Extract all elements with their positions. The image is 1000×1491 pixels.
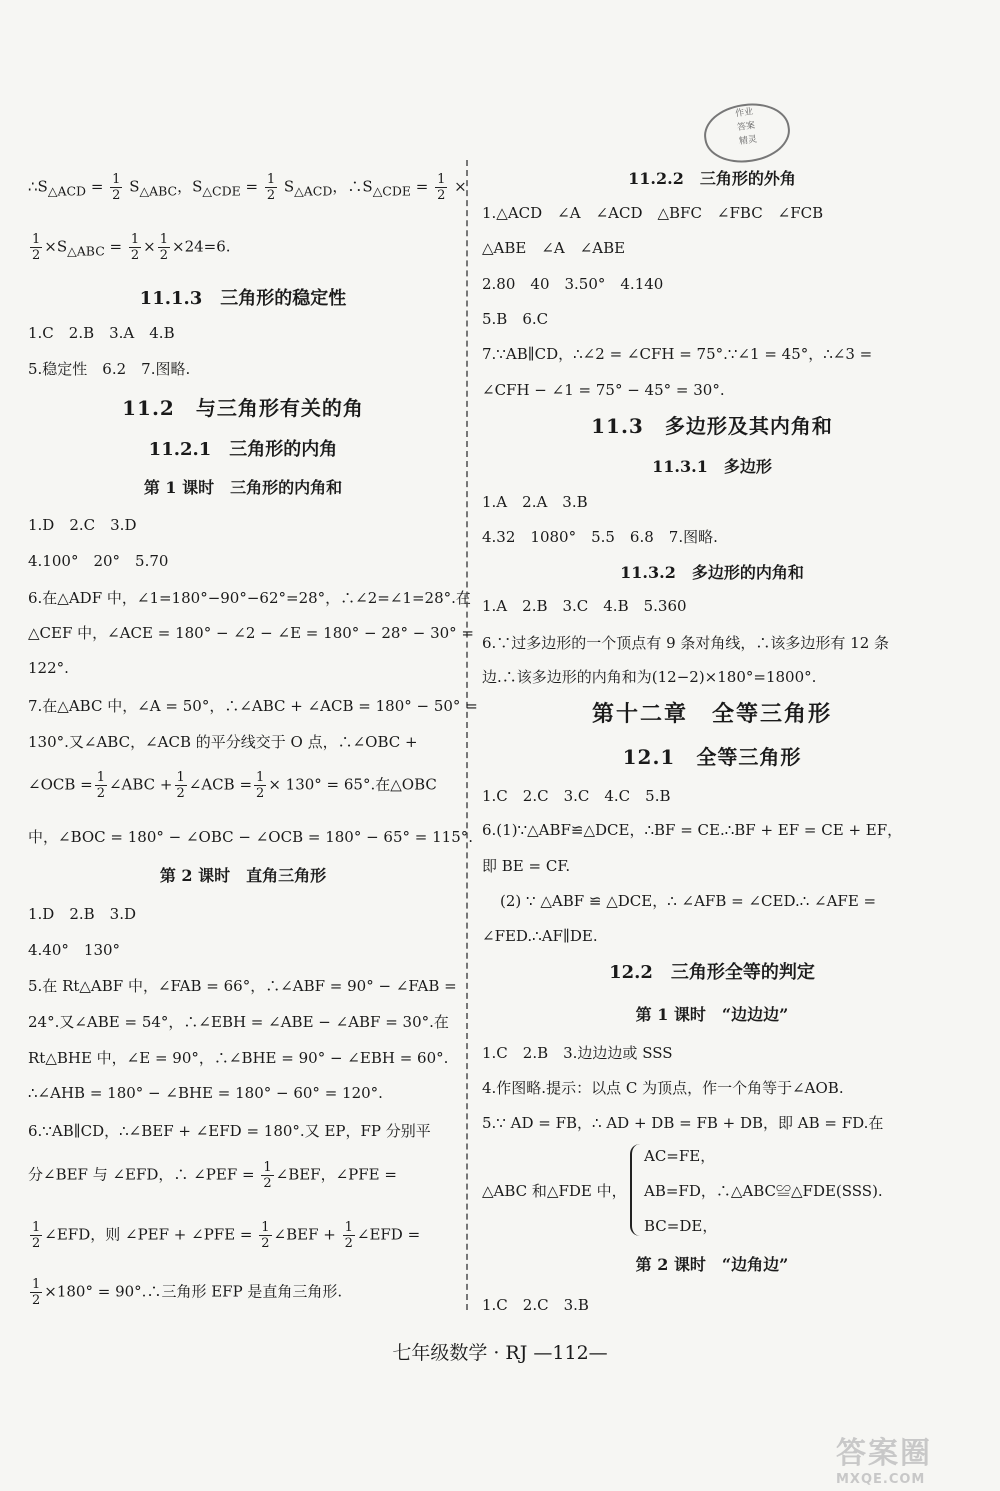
system-row: AC=FE， bbox=[644, 1147, 716, 1165]
answer-line: 6.(1)∵△ABF≌△DCE，∴BF = CE.∴BF + EF = CE + EF， bbox=[482, 821, 903, 839]
lesson-heading: 第 2 课时 “边角边” bbox=[635, 1255, 789, 1274]
answer-line: 5.B 6.C bbox=[482, 310, 549, 328]
answer-line: △CEF 中，∠ACE = 180° − ∠2 − ∠E = 180° − 28° − 30° = bbox=[28, 624, 474, 642]
fraction: $\frac{1}{2}$ bbox=[256, 770, 265, 801]
answer-line: Rt△BHE 中，∠E = 90°，∴∠BHE = 90° − ∠EBH = 60°. bbox=[28, 1049, 449, 1067]
answer-line: 1.△ACD ∠A ∠ACD △BFC ∠FBC ∠FCB bbox=[482, 204, 824, 222]
fraction: $\frac{1}{2}$ bbox=[130, 232, 140, 263]
fraction: $\frac{1}{2}$ bbox=[176, 770, 185, 801]
answer-line: 1.D 2.C 3.D bbox=[28, 516, 137, 534]
section-heading: 11.3.2 多边形的内角和 bbox=[620, 563, 804, 582]
fraction: $\frac{1}{2}$ bbox=[261, 1220, 270, 1251]
section-heading: 12.1 全等三角形 bbox=[622, 745, 802, 769]
answer-line: 1.C 2.C 3.B bbox=[482, 1296, 589, 1314]
section-heading: 11.3 多边形及其内角和 bbox=[591, 414, 833, 438]
answer-line: 6.∵AB∥CD，∴∠BEF + ∠EFD = 180°.又 EP，FP 分别平 bbox=[28, 1122, 431, 1140]
answer-line: 24°.又∠ABE = 54°，∴∠EBH = ∠ABE − ∠ABF = 30°.在 bbox=[28, 1013, 449, 1031]
answer-line: 5.在 Rt△ABF 中，∠FAB = 66°，∴∠ABF = 90° − ∠FAB = bbox=[28, 977, 457, 995]
fraction: $\frac{1}{2}$ bbox=[437, 172, 446, 203]
answer-line: ∠CFH − ∠1 = 75° − 45° = 30°. bbox=[482, 381, 725, 399]
answer-line: 5.∵ AD = FB，∴ AD + DB = FB + DB，即 AB = FD.在 bbox=[482, 1114, 884, 1132]
section-heading: 12.2 三角形全等的判定 bbox=[609, 962, 815, 983]
equation-system bbox=[482, 1144, 942, 1238]
fraction: $\frac{1}{2}$ bbox=[32, 1277, 41, 1308]
answer-line: (2) ∵ △ABF ≌ △DCE，∴ ∠AFB = ∠CED.∴ ∠AFE = bbox=[500, 892, 877, 910]
answer-line: 分∠BEF 与 ∠EFD，∴ ∠PEF = $\frac{1}{2}$ ∠BEF，∠PFE = bbox=[28, 1160, 397, 1191]
system-row: AB=FD，∴△ABC≌△FDE(SSS). bbox=[644, 1182, 883, 1200]
answer-line: ∠OCB = $\frac{1}{2}$ ∠ABC + $\frac{1}{2}$ ∠ACB = $\frac{1}{2}$ × 130° = 65°.在△OBC bbox=[28, 770, 437, 801]
watermark-logo: 答案圈 MXQE.COM bbox=[836, 1436, 932, 1487]
column-divider bbox=[466, 160, 468, 1310]
system-row: BC=DE， bbox=[644, 1217, 718, 1235]
answer-line: 1.A 2.A 3.B bbox=[482, 493, 588, 511]
system-prefix: △ABC 和△FDE 中， bbox=[482, 1182, 627, 1200]
fraction: $\frac{1}{2}$ bbox=[263, 1160, 272, 1191]
answer-line: 1.A 2.B 3.C 4.B 5.360 bbox=[482, 597, 687, 615]
answer-line: 4.作图略.提示：以点 C 为顶点，作一个角等于∠AOB. bbox=[482, 1079, 844, 1097]
answer-line: 6.在△ADF 中，∠1=180°−90°−62°=28°，∴∠2=∠1=28°.在 bbox=[28, 589, 471, 607]
fraction: $\frac{1}{2}$ bbox=[32, 232, 41, 263]
chapter-heading: 第十二章 全等三角形 bbox=[591, 701, 832, 727]
answer-line: 1.C 2.C 3.C 4.C 5.B bbox=[482, 787, 671, 805]
section-heading: 11.2 与三角形有关的角 bbox=[122, 396, 364, 420]
fraction: $\frac{1}{2}$ bbox=[266, 172, 276, 203]
answer-line: ∠FED.∴AF∥DE. bbox=[482, 927, 598, 945]
answer-line: 1.C 2.B 3.边边边或 SSS bbox=[482, 1044, 673, 1062]
answer-line: 4.40° 130° bbox=[28, 941, 121, 959]
lesson-heading: 第 1 课时 “边边边” bbox=[635, 1005, 789, 1024]
fraction: $\frac{1}{2}$ bbox=[32, 1220, 41, 1251]
fraction: $\frac{1}{2}$ bbox=[159, 232, 169, 263]
answer-line: $\frac{1}{2}$ ∠EFD，则 ∠PEF + ∠PFE = $\frac{1}{2}$ ∠BEF + $\frac{1}{2}$ ∠EFD = bbox=[32, 1220, 421, 1251]
answer-line: 2.80 40 3.50° 4.140 bbox=[482, 275, 664, 293]
answer-line: 4.100° 20° 5.70 bbox=[28, 552, 169, 570]
answer-line: 6.∵过多边形的一个顶点有 9 条对角线，∴该多边形有 12 条 bbox=[482, 634, 890, 652]
answer-line: 122°. bbox=[28, 659, 69, 677]
lesson-heading: 第 2 课时 直角三角形 bbox=[159, 866, 327, 885]
brace-bracket bbox=[630, 1144, 642, 1236]
answer-line: 边.∴该多边形的内角和为(12−2)×180°=1800°. bbox=[482, 668, 817, 686]
stamp-seal: 作业 答案 精灵 bbox=[700, 98, 793, 167]
answer-line: 7.在△ABC 中，∠A = 50°，∴∠ABC + ∠ACB = 180° − 50° = bbox=[28, 697, 478, 715]
answer-line: 5.稳定性 6.2 7.图略. bbox=[28, 360, 191, 378]
answer-line: 中，∠BOC = 180° − ∠OBC − ∠OCB = 180° − 65° = 115°. bbox=[28, 828, 474, 846]
answer-line: 1.C 2.B 3.A 4.B bbox=[28, 324, 175, 342]
answer-line: △ABE ∠A ∠ABE bbox=[482, 239, 626, 257]
answer-line: $\therefore S_{\triangle ACD}$ = $\frac{1}{2}$ $S_{\triangle ABC}$，$S_{\triangle CDE}$ = $\frac{1}{2}$ $S_{\triangle ACD}$，$\therefore S_{\triangle CDE}$ = $\frac{1}{2}$ × bbox=[28, 172, 467, 203]
page-footer: 七年级数学 · RJ —112— bbox=[392, 1342, 608, 1364]
answer-line: ∴∠AHB = 180° − ∠BHE = 180° − 60° = 120°. bbox=[28, 1084, 383, 1102]
answer-line: 7.∵AB∥CD，∴∠2 = ∠CFH = 75°.∵∠1 = 45°，∴∠3 = bbox=[482, 345, 873, 363]
section-heading: 11.2.1 三角形的内角 bbox=[148, 439, 338, 460]
answer-line: 即 BE = CF. bbox=[482, 857, 571, 875]
answer-line: 130°.又∠ABC，∠ACB 的平分线交于 O 点，∴∠OBC + bbox=[28, 733, 418, 751]
lesson-heading: 第 1 课时 三角形的内角和 bbox=[143, 478, 343, 497]
answer-line: 1.D 2.B 3.D bbox=[28, 905, 137, 923]
answer-line: $\frac{1}{2}$ ×180° = 90°.∴三角形 EFP 是直角三角形. bbox=[32, 1277, 343, 1308]
section-heading: 11.2.2 三角形的外角 bbox=[628, 169, 796, 188]
fraction: $\frac{1}{2}$ bbox=[112, 172, 121, 203]
fraction: $\frac{1}{2}$ bbox=[344, 1220, 353, 1251]
section-heading: 11.1.3 三角形的稳定性 bbox=[139, 288, 347, 309]
answer-line: 4.32 1080° 5.5 6.8 7.图略. bbox=[482, 528, 718, 546]
answer-line: $\frac{1}{2}$ $\times S_{\triangle ABC}$ = $\frac{1}{2}$ × $\frac{1}{2}$ ×24=6. bbox=[32, 232, 231, 263]
section-heading: 11.3.1 多边形 bbox=[652, 457, 772, 476]
fraction: $\frac{1}{2}$ bbox=[96, 770, 105, 801]
